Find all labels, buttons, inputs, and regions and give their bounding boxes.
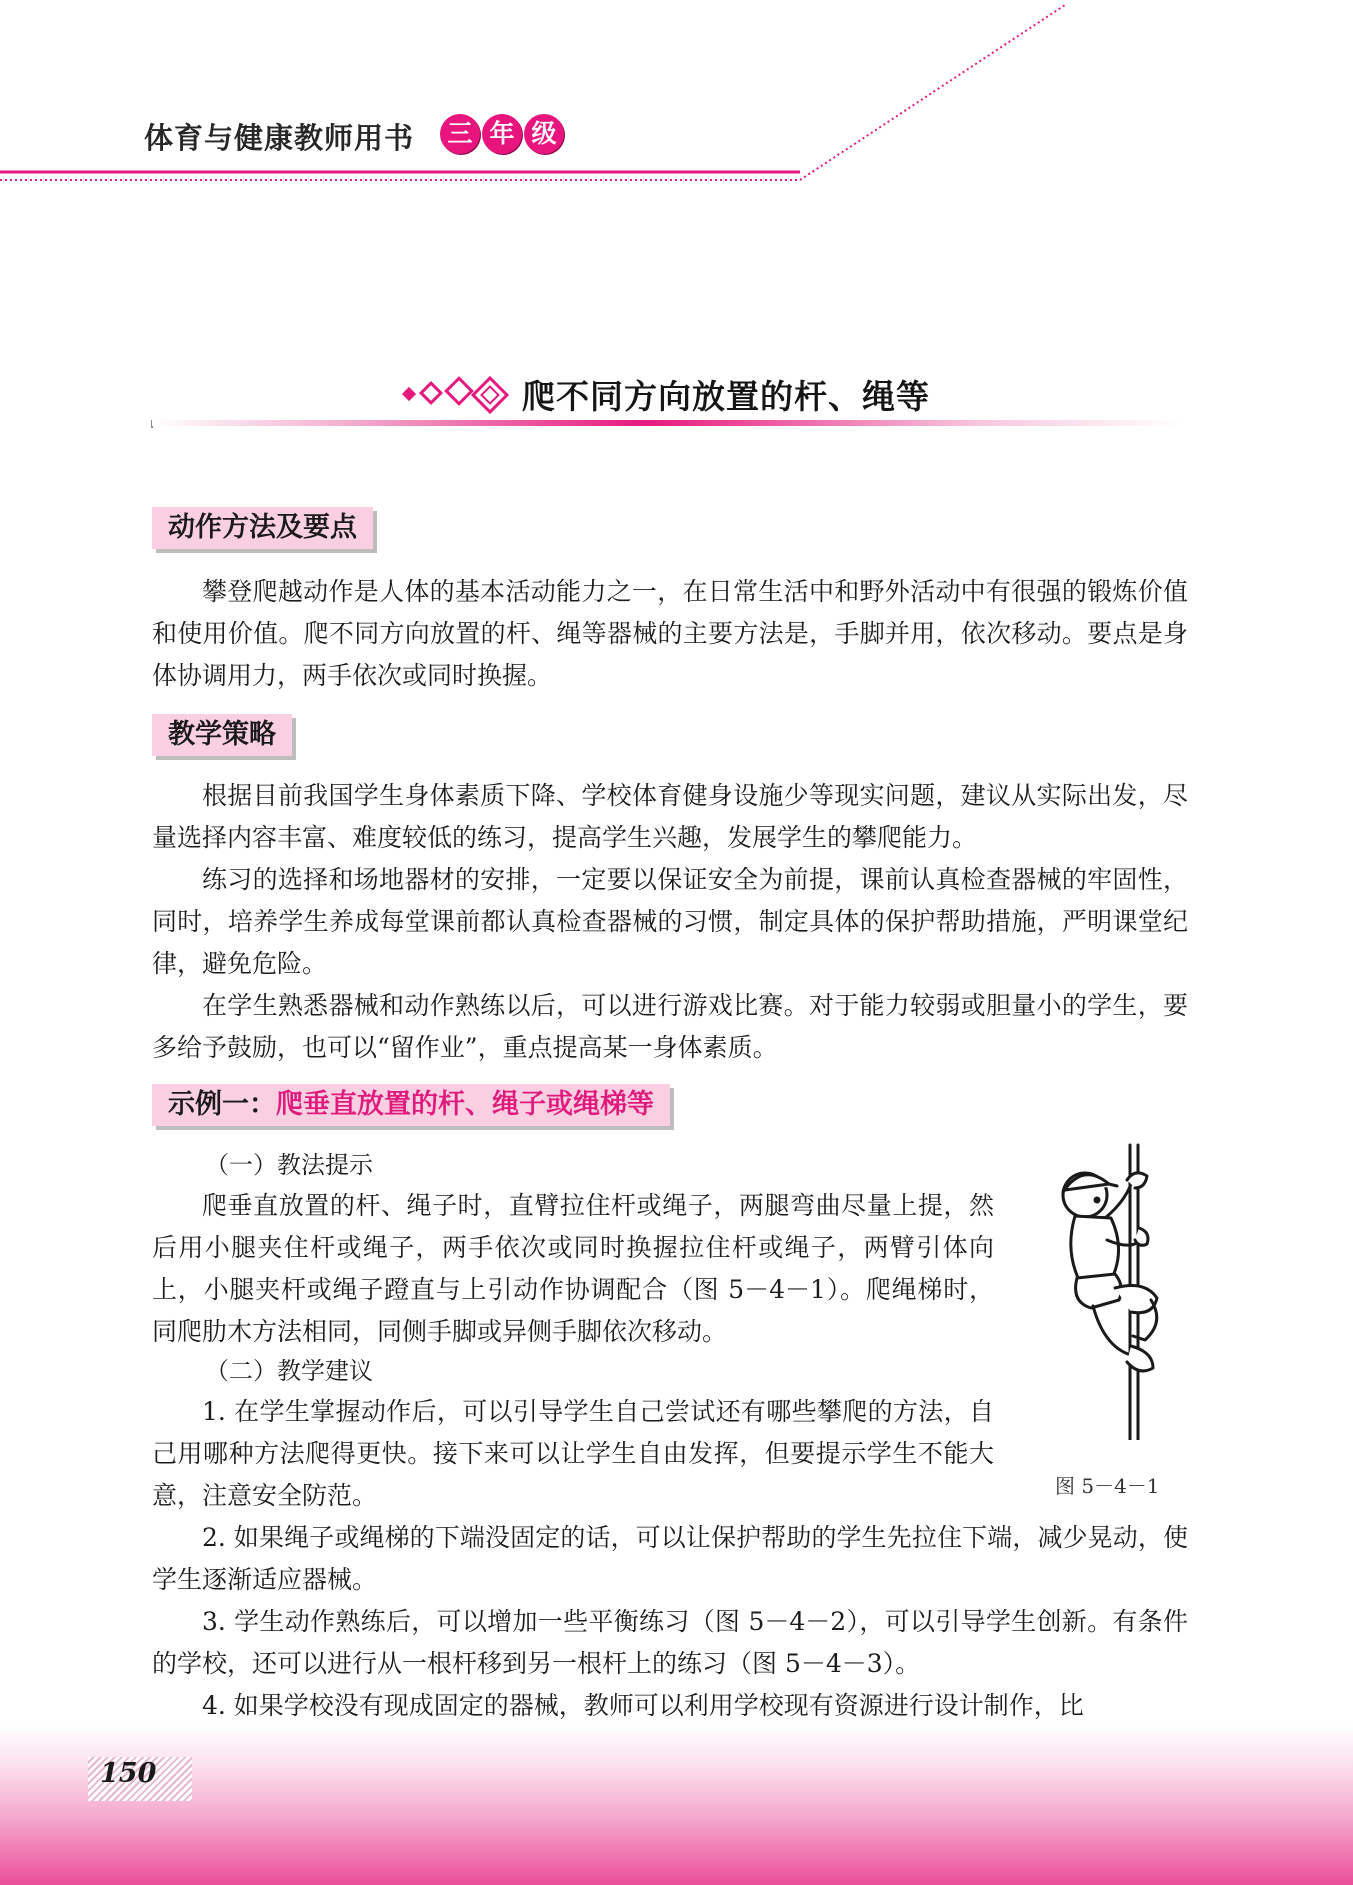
footer-band [0,1725,1353,1885]
section-title-block [400,371,930,418]
climbing-figure-illustration [1035,1140,1205,1440]
page-number: 150 [100,1758,157,1789]
list-item: 3. 学生动作熟练后，可以增加一些平衡练习（图 5－4－2），可以引导学生创新。有条件的学校，还可以进行从一根杆移到另一根杆上的练习（图 5－4－3）。 [152,1607,1188,1678]
example-title: 爬垂直放置的杆、绳子或绳梯等 [276,1089,654,1120]
subheading: （一）教法提示 [205,1151,373,1179]
grade-char: 年 [482,114,522,154]
heading-tag: 动作方法及要点 [152,507,373,549]
section-title: 爬不同方向放置的杆、绳等 [522,377,930,416]
list-item: 4. 如果学校没有现成固定的器械，教师可以利用学校现有资源进行设计制作，比 [202,1691,1084,1720]
grade-char: 三 [440,114,480,154]
heading-tag: 教学策略 [152,714,292,756]
book-title: 体育与健康教师用书 [144,121,415,155]
example-label: 示例一： [168,1089,276,1120]
list-item: 1. 在学生掌握动作后，可以引导学生自己尝试还有哪些攀爬的方法，自己用哪种方法爬得更快。接下来可以让学生自由发挥，但要提示学生不能大意，注意安全防范。 [152,1397,994,1510]
paragraph: 根据目前我国学生身体素质下降、学校体育健身设施少等现实问题，建议从实际出发，尽量选择内容丰富、难度较低的练习，提高学生兴趣，发展学生的攀爬能力。 [152,781,1188,852]
list-item: 2. 如果绳子或绳梯的下端没固定的话，可以让保护帮助的学生先拉住下端，减少晃动，使学生逐渐适应器械。 [152,1523,1188,1594]
figure-caption: 图 5－4－1 [1055,1474,1160,1498]
subheading: （二）教学建议 [205,1357,373,1385]
paragraph: 练习的选择和场地器材的安排，一定要以保证安全为前提，课前认真检查器械的牢固性，同时，培养学生养成每堂课前都认真检查器械的习惯，制定具体的保护帮助措施，严明课堂纪律，避免危险。 [152,865,1188,978]
section-underline [152,420,1182,426]
example-heading-tag [152,1084,670,1126]
diamond-ornament-icon [400,373,510,417]
grade-badge [440,114,564,154]
grade-char: 级 [524,114,564,154]
paragraph: 爬垂直放置的杆、绳子时，直臂拉住杆或绳子，两腿弯曲尽量上提，然后用小腿夹住杆或绳子，两手依次或同时换握拉住杆或绳子，两臂引体向上，小腿夹杆或绳子蹬直与上引动作协调配合（图 5－4－1）。爬绳梯时，同爬肋木方法相同，同侧手脚或异侧手脚依次移动。 [152,1191,994,1346]
paragraph: 在学生熟悉器械和动作熟练以后，可以进行游戏比赛。对于能力较弱或胆量小的学生，要多给予鼓励，也可以“留作业”，重点提高某一身体素质。 [152,991,1188,1062]
header-decoration [0,0,1353,190]
paragraph: 攀登爬越动作是人体的基本活动能力之一，在日常生活中和野外活动中有很强的锻炼价值和使用价值。爬不同方向放置的杆、绳等器械的主要方法是，手脚并用，依次移动。要点是身体协调用力，两手依次或同时换握。 [152,577,1188,690]
